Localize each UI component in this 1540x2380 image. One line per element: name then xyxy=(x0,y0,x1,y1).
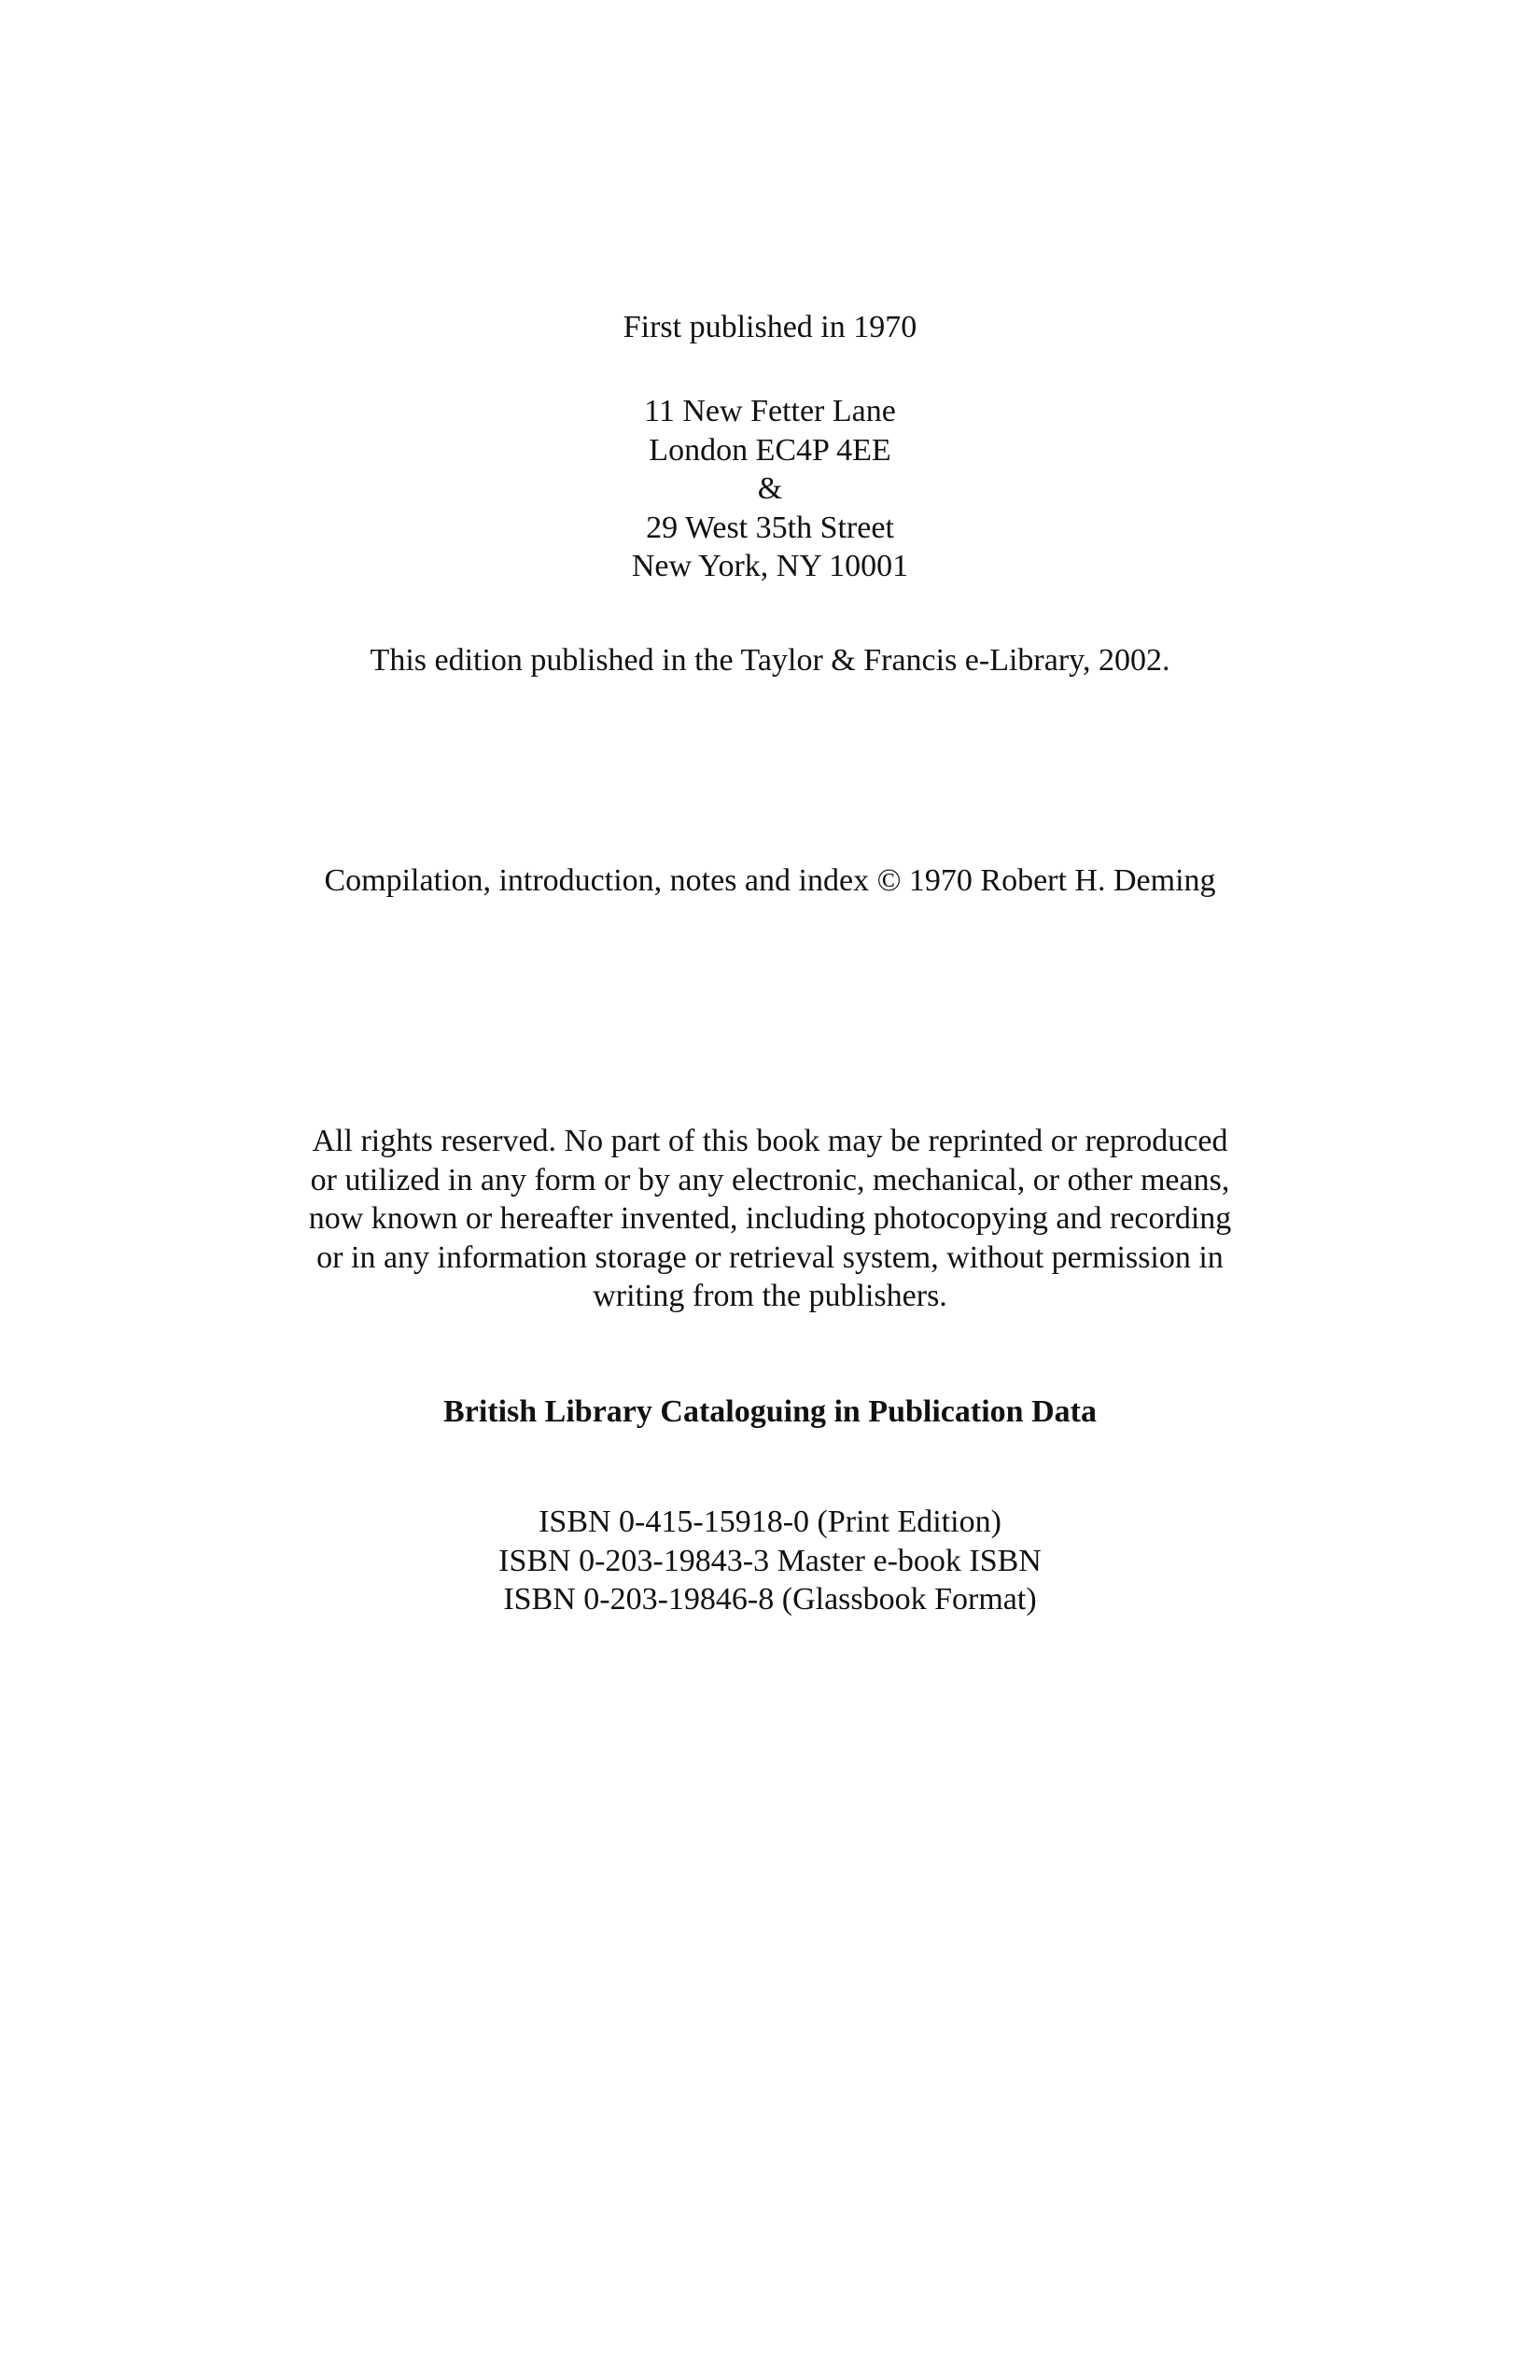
rights-line: or in any information storage or retrieval system, without permission in xyxy=(316,1239,1224,1275)
address-line: 29 West 35th Street xyxy=(646,510,894,545)
rights-line: or utilized in any form or by any electronic, mechanical, or other means, xyxy=(310,1162,1230,1197)
address-line: 11 New Fetter Lane xyxy=(644,394,896,428)
edition-note-text: This edition published in the Taylor & Francis e-Library, 2002. xyxy=(370,643,1170,678)
edition-note xyxy=(0,641,1540,680)
first-published-line xyxy=(0,308,1540,347)
address-line: London EC4P 4EE xyxy=(649,432,891,468)
rights-line: All rights reserved. No part of this book may be reprinted or reproduced xyxy=(312,1124,1228,1158)
isbn-line: ISBN 0-415-15918-0 (Print Edition) xyxy=(539,1505,1001,1539)
cip-heading xyxy=(0,1393,1540,1432)
copyright-notice xyxy=(0,861,1540,901)
address-line: & xyxy=(757,471,783,506)
first-published-text: First published in 1970 xyxy=(623,310,917,344)
rights-reserved-paragraph xyxy=(0,1122,1540,1316)
publisher-address xyxy=(0,392,1540,586)
rights-line: writing from the publishers. xyxy=(593,1279,947,1313)
rights-line: now known or hereafter invented, including photocopying and recording xyxy=(308,1201,1232,1236)
copyright-text: Compilation, introduction, notes and index © 1970 Robert H. Deming xyxy=(324,863,1216,898)
cip-heading-text: British Library Cataloguing in Publication Data xyxy=(443,1394,1097,1429)
isbn-line: ISBN 0-203-19843-3 Master e-book ISBN xyxy=(498,1543,1042,1578)
isbn-list xyxy=(0,1503,1540,1619)
isbn-line: ISBN 0-203-19846-8 (Glassbook Format) xyxy=(503,1582,1037,1617)
address-line: New York, NY 10001 xyxy=(631,549,909,583)
